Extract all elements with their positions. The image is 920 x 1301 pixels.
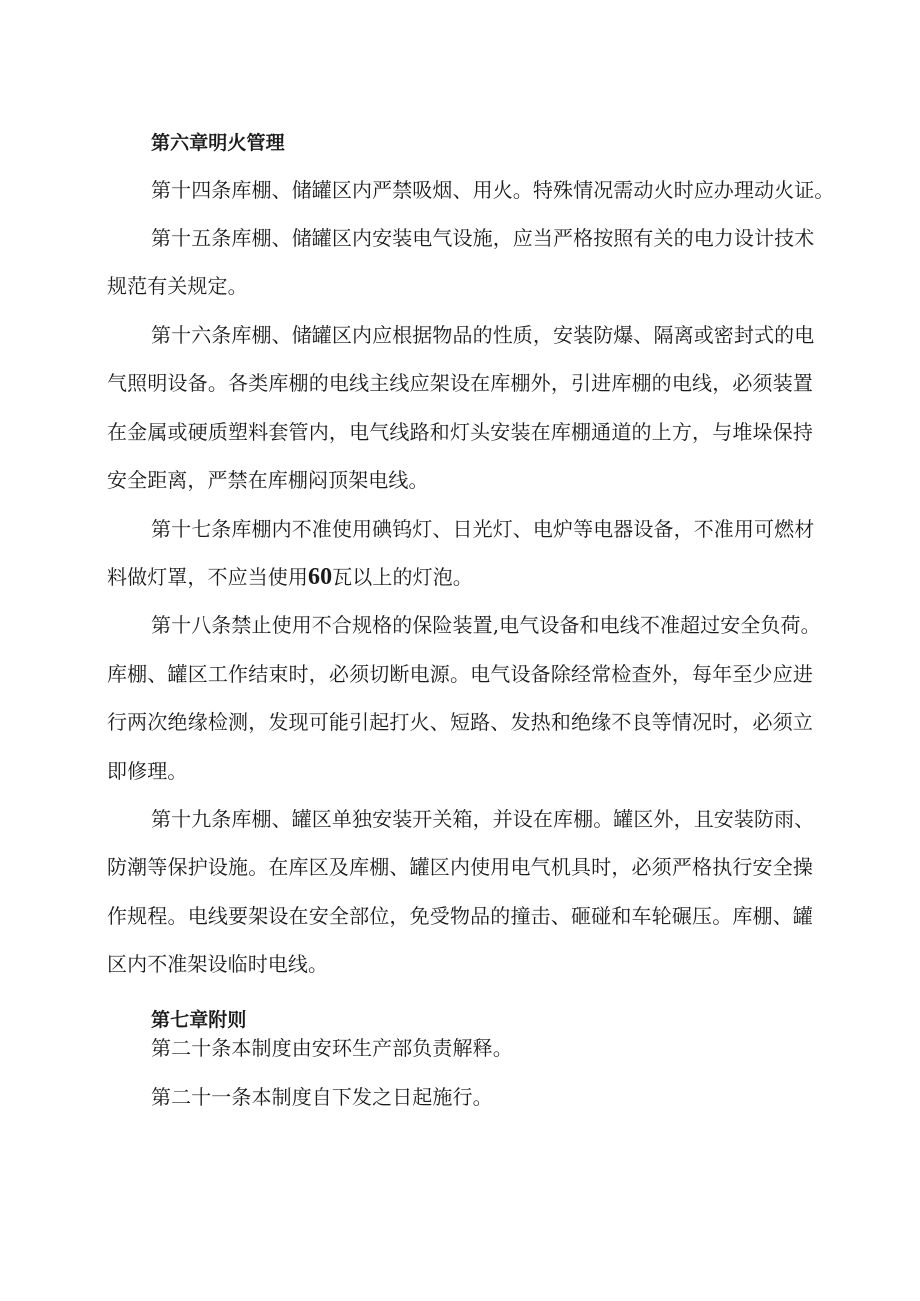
article20-line1: 第二十条本制度由安环生产部负责解释。: [151, 1036, 513, 1060]
article18-line2: 库棚、罐区工作结束时，必须切断电源。电气设备除经常检查外，每年至少应进: [107, 662, 813, 686]
article16-line4: 安全距离，严禁在库棚闷顶架电线。: [107, 468, 429, 492]
article16-line2: 气照明设备。各类库棚的电线主线应架设在库棚外，引进库棚的电线，必须装置: [107, 371, 813, 395]
article16-line3: 在金属或硬质塑料套管内，电气线路和灯头安装在库棚通道的上方，与堆垛保持: [107, 420, 813, 444]
article18-line4: 即修理。: [107, 759, 188, 783]
chapter6-heading: 第六章明火管理: [151, 132, 285, 154]
article21-line1: 第二十一条本制度自下发之日起施行。: [151, 1085, 493, 1109]
chapter7-heading: 第七章附则: [151, 1009, 247, 1031]
wattage-number: 60: [308, 564, 333, 590]
article19-line3: 作规程。电线要架设在安全部位，免受物品的撞击、砸碰和车轮碾压。库棚、罐: [107, 904, 813, 928]
article18-line1: 第十八条禁止使用不合规格的保险装置,电气设备和电线不准超过安全负荷。: [151, 613, 821, 637]
article19-line4: 区内不准架设临时电线。: [107, 952, 329, 976]
article15-line1: 第十五条库棚、储罐区内安装电气设施，应当严格按照有关的电力设计技术: [151, 226, 815, 250]
article15-line2: 规范有关规定。: [107, 274, 248, 298]
article19-line1: 第十九条库棚、罐区单独安装开关箱，并设在库棚。罐区外，且安装防雨、: [151, 807, 815, 831]
article14-line1: 第十四条库棚、储罐区内严禁吸烟、用火。特殊情况需动火时应办理动火证。: [151, 178, 835, 202]
article19-line2: 防潮等保护设施。在库区及库棚、罐区内使用电气机具时，必须严格执行安全操: [107, 855, 813, 879]
article17-line1: 第十七条库棚内不准使用碘钨灯、日光灯、电炉等电器设备，不准用可燃材: [151, 517, 815, 541]
article17-line2-start: 料做灯罩，不应当使用: [107, 565, 308, 589]
article16-line1: 第十六条库棚、储罐区内应根据物品的性质，安装防爆、隔离或密封式的电: [151, 323, 815, 347]
article18-line3: 行两次绝缘检测，发现可能引起打火、短路、发热和绝缘不良等情况时，必须立: [107, 710, 813, 734]
article17-line2-end: 瓦以上的灯泡。: [332, 565, 473, 589]
article17-line2: [107, 563, 813, 591]
